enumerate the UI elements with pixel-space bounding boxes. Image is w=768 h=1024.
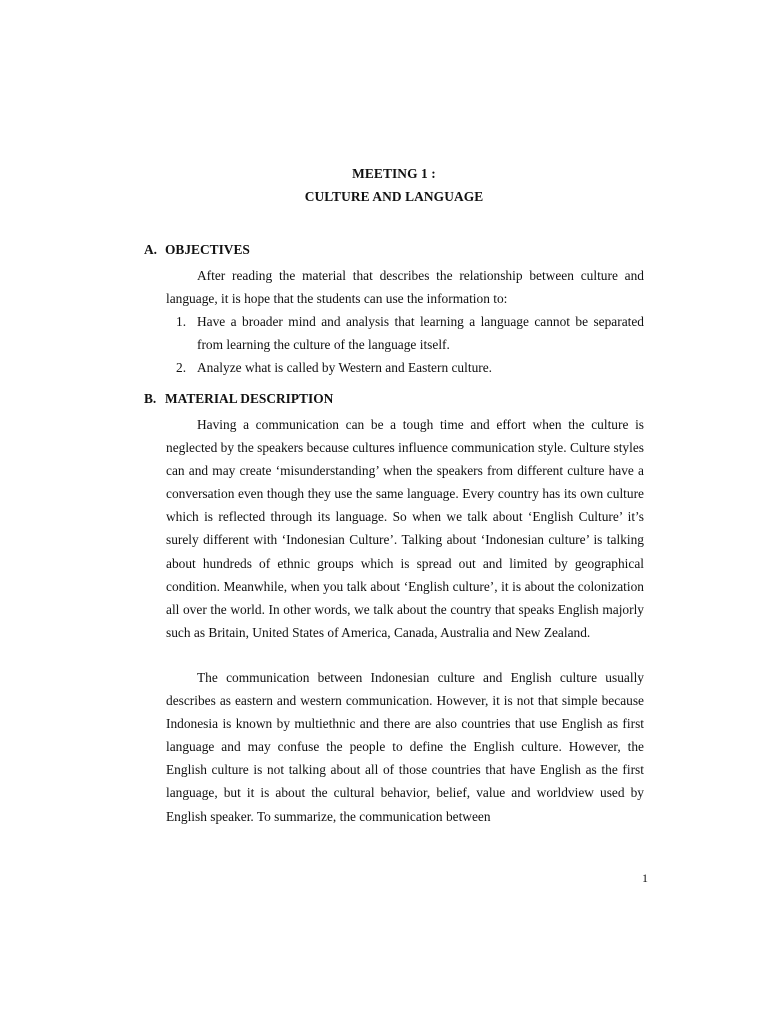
- list-item-text: Analyze what is called by Western and Eastern culture.: [197, 360, 493, 376]
- section-heading-objectives: [144, 242, 250, 258]
- section-heading-material-description: [144, 391, 333, 407]
- meeting-subtitle: CULTURE AND LANGUAGE: [304, 189, 484, 204]
- list-item: [166, 310, 644, 356]
- page-number: 1: [642, 871, 648, 885]
- section-letter: A.: [144, 242, 158, 257]
- material-paragraph-1: Having a communication can be a tough time and effort when the culture is neglected by the speakers because cultures influence communication style. Culture styles can and may create ‘misunderstanding’ when the speakers from different culture have a conversation even though they use the same language. Every country has its own culture which is reflected through its language. So when we talk about ‘English Culture’ it’s surely different with ‘Indonesian Culture’. Talking about ‘Indonesian culture’ is talking about hundreds of ethnic groups which is spread out and limited by geographical condition. Meanwhile, when you talk about ‘English culture’, it is about the colonization all over the world. In other words, we talk about the country that speaks English majorly such as Britain, United States of America, Canada, Australia and New Zealand.: [166, 417, 644, 640]
- objectives-list: [166, 310, 644, 379]
- objectives-paragraph: After reading the material that describes the relationship between culture and language, it is hope that the students can use the information to:: [166, 268, 644, 307]
- list-item-number: 1.: [176, 314, 187, 329]
- section-letter: B.: [144, 391, 157, 406]
- list-item: [166, 356, 644, 379]
- section-heading-text: MATERIAL DESCRIPTION: [165, 391, 334, 406]
- list-item-text: Have a broader mind and analysis that learning a language cannot be separated from learning the culture of the language itself.: [197, 314, 644, 353]
- section-heading-text: OBJECTIVES: [165, 242, 250, 257]
- meeting-title: MEETING 1 :: [352, 166, 436, 181]
- material-paragraph-2: The communication between Indonesian culture and English culture usually describes as eastern and western communication. However, it is not that simple because Indonesia is known by multiethnic and there are also countries that use English as first language and may confuse the people to define the English culture. However, the English culture is not talking about all of those countries that have English as the first language, but it is about the cultural behavior, belief, value and worldview used by English speaker. To summarize, the communication between: [166, 670, 644, 824]
- list-item-number: 2.: [176, 360, 187, 376]
